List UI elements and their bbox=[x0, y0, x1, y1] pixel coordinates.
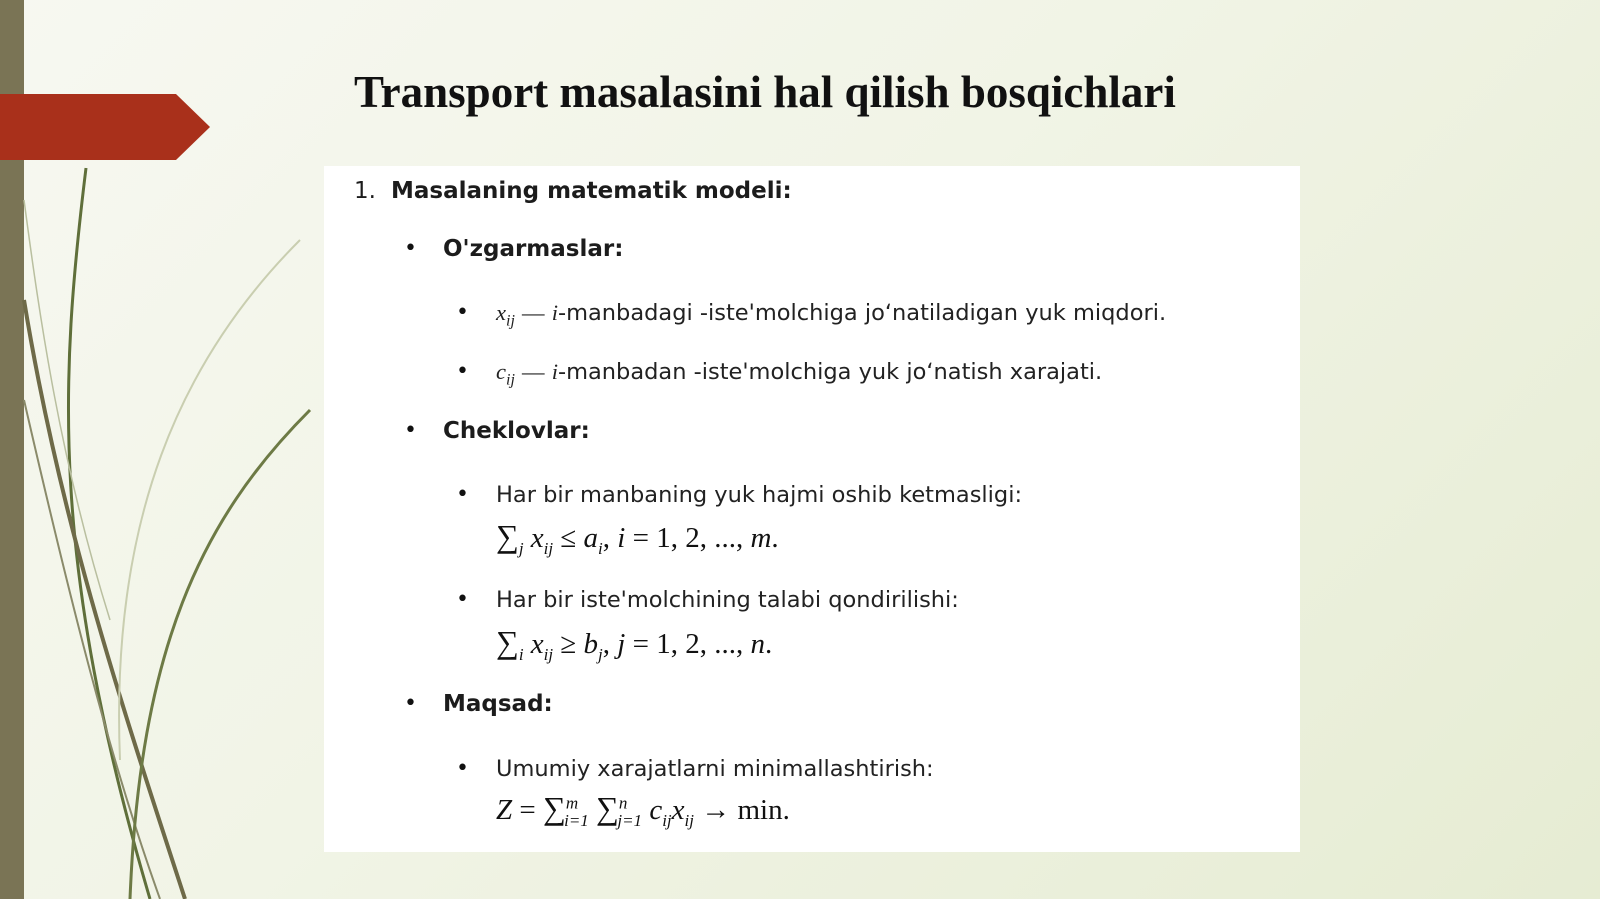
math-i: i bbox=[551, 300, 558, 325]
objective-heading: Maqsad: bbox=[443, 691, 553, 717]
math-dash: — bbox=[522, 300, 545, 325]
math-i: i bbox=[551, 359, 558, 384]
constraints-heading: Cheklovlar: bbox=[443, 418, 590, 444]
objective-text: Umumiy xarajatlarni minimallashtirish: bbox=[496, 756, 934, 782]
section-title: Masalaning matematik modeli: bbox=[391, 178, 792, 204]
variable-item-c-text: -manbadan -iste'molchiga yuk joʻnatish xarajati. bbox=[557, 359, 1103, 385]
variables-heading: O'zgarmaslar: bbox=[443, 236, 624, 262]
accent-arrow bbox=[0, 94, 210, 160]
demand-formula: $\sum_i$ $x_{ij} \ge b_j$, j = 1, 2, ..., n. bbox=[496, 624, 773, 664]
constraint-supply-text: Har bir manbaning yuk hajmi oshib ketmasligi: bbox=[496, 482, 1023, 508]
variable-item-x bbox=[496, 300, 1166, 331]
section-number: 1. bbox=[354, 178, 376, 204]
bullet-dot: • bbox=[456, 359, 469, 384]
math-dash: — bbox=[522, 359, 545, 384]
variable-item-x-text: -manbadagi -iste'molchiga joʻnatiladigan yuk miqdori. bbox=[557, 300, 1167, 326]
bullet-dot: • bbox=[456, 482, 469, 507]
bullet-dot: • bbox=[456, 756, 469, 781]
bullet-dot: • bbox=[404, 418, 417, 443]
constraint-demand-text: Har bir iste'molchining talabi qondirilishi: bbox=[496, 587, 959, 613]
bullet-dot: • bbox=[456, 587, 469, 612]
objective-formula: Z = ∑$^m_{i=1}$ ∑$^n_{j=1}$ $c_{ij}x_{ij} \to \min$. bbox=[496, 790, 790, 830]
bullet-dot: • bbox=[456, 300, 469, 325]
math-c-ij: $c_{ij}$ bbox=[496, 359, 515, 389]
variable-item-c bbox=[496, 359, 1102, 390]
content-panel bbox=[324, 166, 1300, 852]
slide-title: Transport masalasini hal qilish bosqichlari bbox=[354, 67, 1176, 117]
math-x-ij: $x_{ij}$ bbox=[496, 300, 515, 330]
supply-formula: $\sum_j$ $x_{ij} \le a_i$, i = 1, 2, ..., m. bbox=[496, 518, 779, 558]
bullet-dot: • bbox=[404, 236, 417, 261]
bullet-dot: • bbox=[404, 691, 417, 716]
